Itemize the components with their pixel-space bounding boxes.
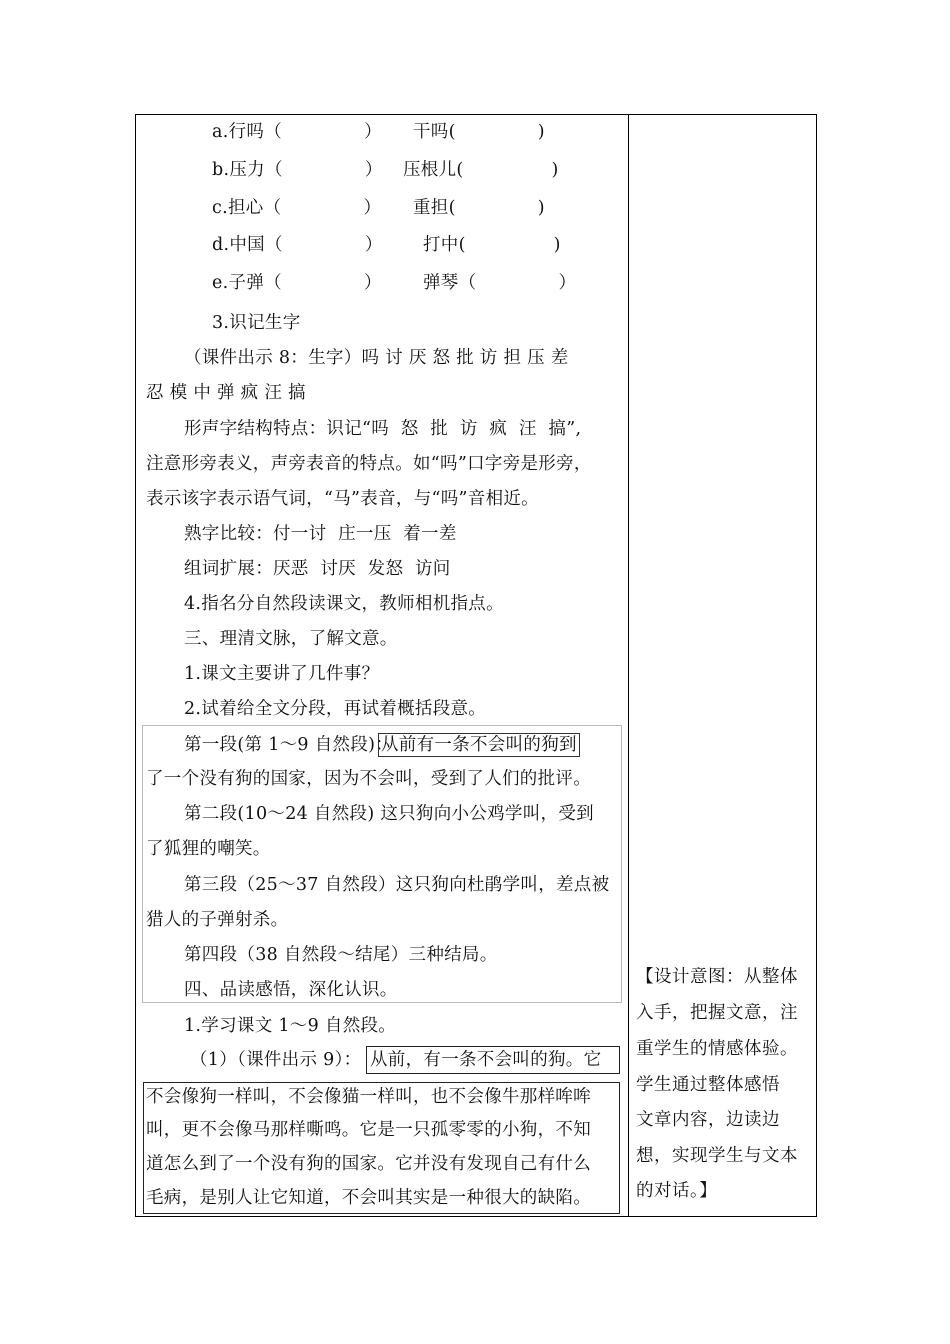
design-note-line-3: 重学生的情感体验。 — [636, 1039, 798, 1059]
option-b-left: b.压力（ ） — [212, 160, 383, 180]
section-3-heading: 三、理清文脉，了解文意。 — [184, 629, 398, 649]
step-3-heading: 3.识记生字 — [212, 313, 301, 333]
word-expand: 组词扩展：厌恶 讨厌 发怒 访问 — [184, 559, 451, 579]
segment-1-label: 第一段(第 1～9 自然段)： — [184, 735, 394, 755]
design-note-line-2: 入手，把握文意，注 — [636, 1003, 798, 1023]
option-c-right: 重担( ) — [413, 198, 545, 218]
quote-line-4: 道怎么到了一个没有狗的国家。它并没有发现自己有什么 — [146, 1154, 591, 1174]
option-b-right: 压根儿( ) — [403, 160, 559, 180]
segment-2-line-1: 第二段(10～24 自然段) 这只狗向小公鸡学叫，受到 — [184, 804, 594, 824]
segment-1-text: 从前有一条不会叫的狗到 — [378, 733, 580, 757]
option-d-left: d.中国（ ） — [212, 235, 383, 255]
design-note-line-7: 的对话。】 — [636, 1181, 718, 1201]
new-chars-line-1: （课件出示 8：生字）吗 讨 厌 怒 批 访 担 压 差 — [184, 348, 569, 368]
design-note-line-1: 【设计意图：从整体 — [636, 967, 798, 987]
courseware-9-label: （1）（课件出示 9）： — [190, 1050, 362, 1070]
segment-4: 第四段（38 自然段～结尾）三种结局。 — [184, 945, 498, 965]
design-note-line-4: 学生通过整体感悟 — [636, 1075, 780, 1095]
step-4: 4.指名分自然段读课文，教师相机指点。 — [184, 594, 504, 614]
structure-line-3: 表示该字表示语气词，“马”表音，与“吗”音相近。 — [146, 489, 539, 509]
quote-line-5: 毛病，是别人让它知道，不会叫其实是一种很大的缺陷。 — [146, 1188, 591, 1208]
design-note-line-6: 想，实现学生与文本 — [636, 1146, 798, 1166]
question-1: 1.课文主要讲了几件事？ — [184, 664, 380, 684]
question-2: 2.试着给全文分段，再试着概括段意。 — [184, 699, 487, 719]
quote-line-3: 叫，更不会像马那样嘶鸣。它是一只孤零零的小狗，不知 — [146, 1120, 591, 1140]
segment-1-continued: 了一个没有狗的国家，因为不会叫，受到了人们的批评。 — [146, 769, 591, 789]
option-c-left: c.担心（ ） — [212, 198, 382, 218]
option-d-right: 打中( ) — [423, 235, 561, 255]
option-e-left: e.子弹（ ） — [212, 273, 382, 293]
structure-line-1: 形声字结构特点：识记“吗 怒 批 访 疯 汪 搞”, — [184, 419, 582, 439]
segment-2-line-2: 了狐狸的嘲笑。 — [146, 839, 271, 859]
quote-line-1: 从前，有一条不会叫的狗。它 — [370, 1050, 602, 1070]
new-chars-line-2: 忍 模 中 弹 疯 汪 搞 — [146, 383, 306, 403]
quote-line-2: 不会像狗一样叫，不会像猫一样叫，也不会像牛那样哞哞 — [146, 1087, 591, 1107]
structure-line-2: 注意形旁表义，声旁表音的特点。如“吗”口字旁是形旁， — [146, 454, 592, 474]
study-heading: 1.学习课文 1～9 自然段。 — [184, 1016, 397, 1036]
char-compare: 熟字比较：付一讨 庄一压 着一差 — [184, 524, 457, 544]
segment-3-line-1: 第三段（25～37 自然段）这只狗向杜鹃学叫，差点被 — [184, 875, 610, 895]
section-4-heading: 四、品读感悟，深化认识。 — [184, 980, 398, 1000]
column-divider — [628, 114, 629, 1217]
option-e-right: 弹琴（ ） — [423, 273, 577, 293]
design-note-line-5: 文章内容，边读边 — [636, 1110, 780, 1130]
option-a-left: a.行吗（ ） — [212, 122, 382, 142]
segment-3-line-2: 猎人的子弹射杀。 — [146, 910, 289, 930]
option-a-right: 干吗( ) — [413, 122, 545, 142]
